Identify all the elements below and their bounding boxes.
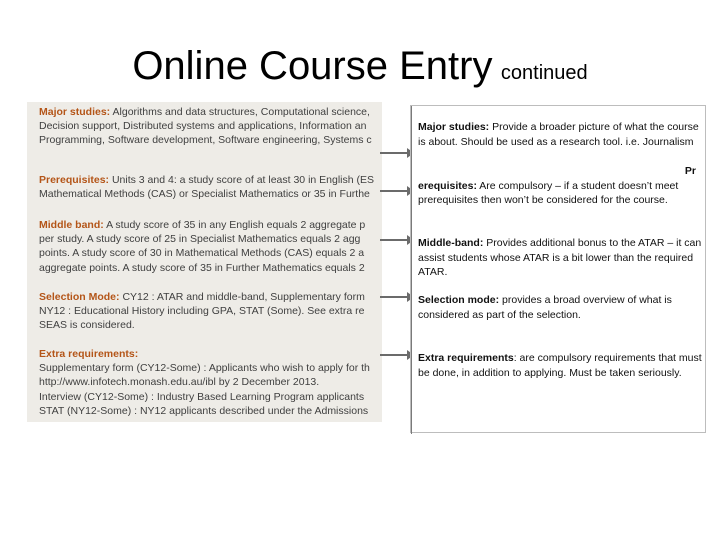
selection-mode-block [39,290,382,333]
panel-left-rule [411,106,412,434]
slide-title-main: Online Course Entry [132,44,493,88]
middle-band-block [39,218,382,275]
arrow-prerequisites [380,190,412,192]
slide-title-sub: continued [500,62,588,84]
note-middle-band-label: Middle-band: [418,237,484,249]
note-extra-requirements-label: Extra requirements [418,352,514,364]
prerequisites-label: Prerequisites: [39,174,110,186]
major-studies-label: Major studies: [39,106,111,118]
arrow-middle-band [380,239,412,241]
note-selection-mode-label: Selection mode: [418,294,500,306]
extra-requirements-line-1: Supplementary form (CY12-Some) : Applicants who wish to apply for th [39,362,370,375]
note-middle-band [418,236,702,280]
arrow-selection-mode [380,296,412,298]
middle-band-line-3: points. A study score of 30 in Mathematical Methods (CAS) equals 2 a [39,247,365,260]
selection-mode-label: Selection Mode: [39,291,120,303]
major-studies-block [39,105,382,148]
note-extra-requirements-text: : are compulsory requirements that must be done, in addition to applying. Must be taken seriously. [418,352,702,379]
major-studies-line-1: Algorithms and data structures, Computational science, [112,106,370,118]
note-extra-requirements [418,351,702,380]
major-studies-line-2: Decision support, Distributed systems and applications, Information an [39,120,367,133]
major-studies-line-3: Programming, Software development, Software engineering, Systems c [39,134,372,147]
selection-mode-line-1: CY12 : ATAR and middle-band, Supplementary form [122,291,365,303]
prerequisites-line-1: Units 3 and 4: a study score of at least 30 in English (ES [111,174,375,186]
course-info-screenshot [27,102,382,422]
slide-title [0,44,720,89]
note-prerequisites-label-a: Pr [684,165,696,177]
arrow-extra-requirements [380,354,412,356]
prerequisites-block [39,173,382,201]
middle-band-line-4: aggregate points. A study score of 35 in Further Mathematics equals 2 [39,261,365,274]
middle-band-line-2: per study. A study score of 25 in Specialist Mathematics equals 2 agg [39,233,361,246]
prerequisites-line-2: Mathematical Methods (CAS) or Specialist Mathematics or 35 in Furthe [39,188,370,201]
note-middle-band-text: Provides additional bonus to the ATAR – it can assist students whose ATAR is a bit lower than the required ATAR. [418,237,702,278]
note-prerequisites-label-b: erequisites: [418,179,477,192]
extra-requirements-line-3: Interview (CY12-Some) : Industry Based Learning Program applicants [39,390,365,403]
note-prerequisites-text: Are compulsory – if a student doesn’t meet prerequisites then won’t be considered for the course. [418,179,679,206]
extra-requirements-block [39,347,382,418]
arrow-major-studies [380,152,412,154]
middle-band-line-1: A study score of 35 in any English equals 2 aggregate p [106,219,366,231]
note-selection-mode [418,293,702,322]
note-major-studies-label: Major studies: [418,121,490,133]
note-prerequisites [418,164,702,208]
middle-band-label: Middle band: [39,219,104,231]
note-major-studies [418,120,702,149]
selection-mode-line-3: SEAS is considered. [39,319,135,332]
selection-mode-line-2: NY12 : Educational History including GPA, STAT (Some). See extra re [39,305,365,318]
infotech-ibl-link[interactable]: http://www.infotech.monash.edu.au/ibl by 2 December 2013. [39,376,320,389]
note-major-studies-text: Provide a broader picture of what the course is about. Should be used as a research tool. i.e. Journalism [418,121,699,148]
extra-requirements-line-4: STAT (NY12-Some) : NY12 applicants described under the Admissions [39,404,369,417]
extra-requirements-label: Extra requirements: [39,348,139,360]
note-selection-mode-text: provides a broad overview of what is considered as part of the selection. [418,294,672,321]
explanations-panel [410,105,706,433]
